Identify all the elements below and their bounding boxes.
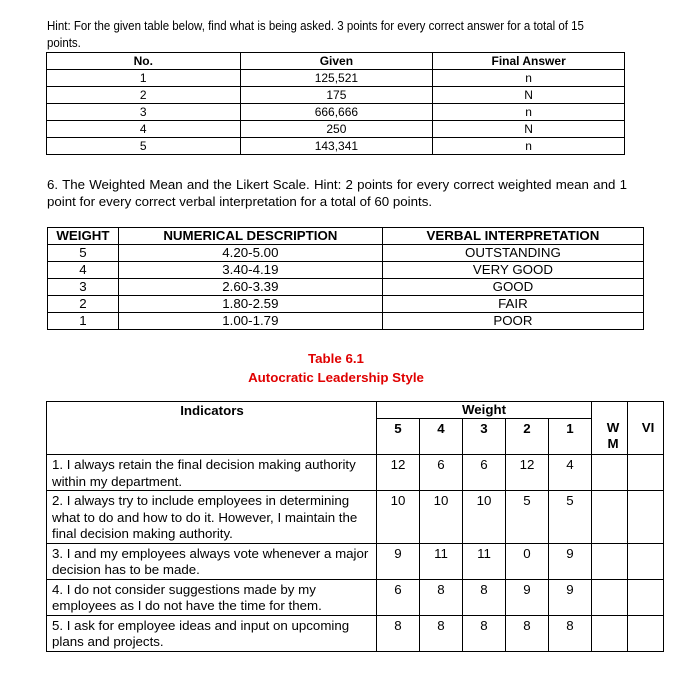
col-header-given: Given: [240, 53, 433, 70]
col-header-weight-3: 3: [463, 419, 506, 455]
hint-line-1: Hint: For the given table below, find what is being asked. 3 points for every correct answer for a total of 15: [47, 19, 584, 33]
cell-verbal-interpretation: POOR: [382, 313, 643, 330]
table-row: [47, 104, 625, 121]
cell-weight: 1: [48, 313, 119, 330]
table-header-row: [47, 402, 664, 419]
table-row: [48, 262, 644, 279]
indicator-text: 4. I do not consider suggestions made by my employees as I do not have the time for them.: [47, 579, 377, 615]
cell-weight-5: 9: [377, 543, 420, 579]
col-header-final-answer: Final Answer: [433, 53, 625, 70]
cell-numerical-description: 4.20-5.00: [118, 245, 382, 262]
cell-no: 5: [47, 138, 241, 155]
cell-vi: [628, 543, 664, 579]
given-answer-table: [46, 52, 625, 155]
table-6-1-subtitle: Autocratic Leadership Style: [248, 370, 424, 385]
cell-wm: [592, 491, 628, 544]
cell-weight-4: 10: [420, 491, 463, 544]
cell-final-answer: n: [433, 104, 625, 121]
cell-weight-5: 12: [377, 455, 420, 491]
cell-weight-1: 9: [549, 543, 592, 579]
cell-given: 250: [240, 121, 433, 138]
col-header-weight-1: 1: [549, 419, 592, 455]
col-header-vi: VI: [641, 420, 655, 435]
cell-wm: [592, 543, 628, 579]
cell-weight-5: 8: [377, 615, 420, 651]
cell-verbal-interpretation: VERY GOOD: [382, 262, 643, 279]
indicator-text: 5. I ask for employee ideas and input on upcoming plans and projects.: [47, 615, 377, 651]
cell-weight-2: 9: [506, 579, 549, 615]
table-6-1-caption: [238, 349, 434, 387]
table-row: [47, 138, 625, 155]
cell-weight-3: 11: [463, 543, 506, 579]
cell-final-answer: N: [433, 87, 625, 104]
cell-weight-4: 6: [420, 455, 463, 491]
col-header-weight: Weight: [377, 402, 592, 419]
cell-vi: [628, 579, 664, 615]
cell-weight-4: 11: [420, 543, 463, 579]
col-header-indicators: Indicators: [47, 402, 377, 455]
cell-weight-2: 12: [506, 455, 549, 491]
col-header-weight-5: 5: [377, 419, 420, 455]
cell-numerical-description: 1.80-2.59: [118, 296, 382, 313]
cell-weight-1: 9: [549, 579, 592, 615]
cell-weight-1: 8: [549, 615, 592, 651]
cell-wm: [592, 579, 628, 615]
cell-weight-4: 8: [420, 579, 463, 615]
cell-vi: [628, 615, 664, 651]
col-header-no: No.: [47, 53, 241, 70]
col-header-weight-2: 2: [506, 419, 549, 455]
cell-numerical-description: 3.40-4.19: [118, 262, 382, 279]
cell-weight-4: 8: [420, 615, 463, 651]
cell-final-answer: N: [433, 121, 625, 138]
cell-weight-1: 4: [549, 455, 592, 491]
col-header-numerical-description: NUMERICAL DESCRIPTION: [118, 228, 382, 245]
table-row: [48, 245, 644, 262]
cell-weight-5: 10: [377, 491, 420, 544]
cell-weight-2: 0: [506, 543, 549, 579]
cell-wm: [592, 615, 628, 651]
cell-weight-5: 6: [377, 579, 420, 615]
indicator-text: 1. I always retain the final decision making authority within my department.: [47, 455, 377, 491]
table-6-1-title: Table 6.1: [308, 351, 364, 366]
col-header-weight: WEIGHT: [48, 228, 119, 245]
cell-no: 2: [47, 87, 241, 104]
cell-final-answer: n: [433, 138, 625, 155]
section-6-instructions: 6. The Weighted Mean and the Likert Scale. Hint: 2 points for every correct weighted mean and 1 point for every correct verbal interpretation for a total of 60 points.: [47, 177, 627, 209]
autocratic-leadership-table: [46, 401, 664, 652]
cell-weight: 4: [48, 262, 119, 279]
table-row: [47, 579, 664, 615]
cell-given: 143,341: [240, 138, 433, 155]
cell-vi: [628, 491, 664, 544]
cell-given: 175: [240, 87, 433, 104]
col-header-wm-label: W M: [606, 420, 620, 451]
hint-line-2: points.: [47, 36, 81, 50]
cell-given: 125,521: [240, 70, 433, 87]
table-header-row: [47, 53, 625, 70]
col-header-verbal-interpretation: VERBAL INTERPRETATION: [382, 228, 643, 245]
table-row: [47, 615, 664, 651]
cell-wm: [592, 455, 628, 491]
table-row: [47, 455, 664, 491]
indicator-text: 3. I and my employees always vote whenever a major decision has to be made.: [47, 543, 377, 579]
col-header-weight-4: 4: [420, 419, 463, 455]
table-row: [47, 491, 664, 544]
likert-scale-table: [47, 227, 644, 330]
col-header-wm: [598, 420, 628, 452]
cell-weight-3: 10: [463, 491, 506, 544]
cell-weight-2: 5: [506, 491, 549, 544]
table-row: [47, 70, 625, 87]
cell-weight-3: 6: [463, 455, 506, 491]
cell-no: 1: [47, 70, 241, 87]
cell-weight-1: 5: [549, 491, 592, 544]
cell-verbal-interpretation: OUTSTANDING: [382, 245, 643, 262]
cell-weight-3: 8: [463, 579, 506, 615]
cell-vi: [628, 455, 664, 491]
cell-weight-2: 8: [506, 615, 549, 651]
cell-weight: 2: [48, 296, 119, 313]
cell-no: 4: [47, 121, 241, 138]
indicator-text: 2. I always try to include employees in determining what to do and how to do it. However, I maintain the final decision making authority.: [47, 491, 377, 544]
cell-weight: 3: [48, 279, 119, 296]
table-row: [48, 296, 644, 313]
cell-weight: 5: [48, 245, 119, 262]
cell-numerical-description: 2.60-3.39: [118, 279, 382, 296]
hint-text: [47, 18, 590, 52]
cell-final-answer: n: [433, 70, 625, 87]
table-row: [47, 543, 664, 579]
table-row: [47, 121, 625, 138]
cell-verbal-interpretation: FAIR: [382, 296, 643, 313]
table-row: [47, 87, 625, 104]
cell-numerical-description: 1.00-1.79: [118, 313, 382, 330]
cell-weight-3: 8: [463, 615, 506, 651]
table-header-row: [48, 228, 644, 245]
cell-given: 666,666: [240, 104, 433, 121]
cell-verbal-interpretation: GOOD: [382, 279, 643, 296]
table-row: [48, 313, 644, 330]
table-row: [48, 279, 644, 296]
cell-no: 3: [47, 104, 241, 121]
